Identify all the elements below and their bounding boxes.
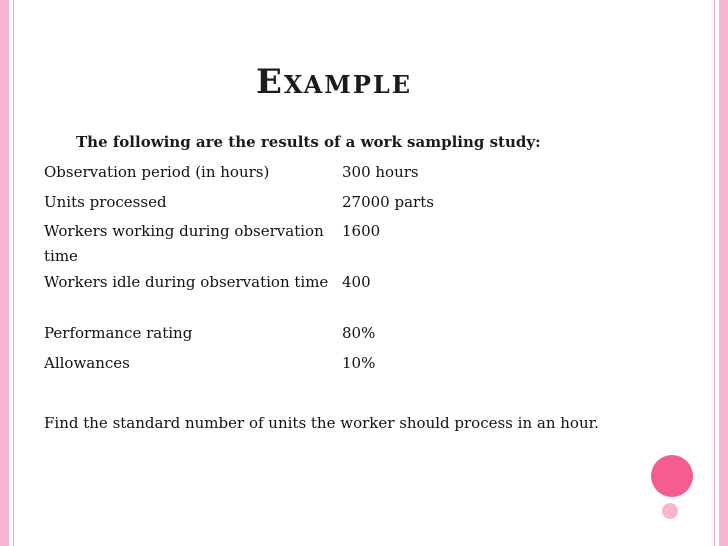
row-label: Workers idle during observation time xyxy=(44,273,329,291)
row-value: 400 xyxy=(342,273,371,291)
row-label: Performance rating xyxy=(44,324,193,342)
row-value: 300 hours xyxy=(342,163,419,181)
row-value: 10% xyxy=(342,354,376,372)
right-border-decoration xyxy=(719,0,728,546)
row-value: 80% xyxy=(342,324,376,342)
row-label: Observation period (in hours) xyxy=(44,163,270,181)
decorative-circle-small xyxy=(662,503,678,519)
intro-text: The following are the results of a work sampling study: xyxy=(76,133,541,151)
right-border-line xyxy=(714,0,715,546)
decorative-circle-large xyxy=(651,455,693,497)
row-label: Allowances xyxy=(44,354,130,372)
question-text: Find the standard number of units the worker should process in an hour. xyxy=(44,414,599,432)
slide-title: Example xyxy=(255,62,413,102)
row-value: 1600 xyxy=(342,222,381,240)
row-value: 27000 parts xyxy=(342,193,434,211)
row-label: Units processed xyxy=(44,193,167,211)
row-label: Workers working during observation time xyxy=(44,222,324,265)
